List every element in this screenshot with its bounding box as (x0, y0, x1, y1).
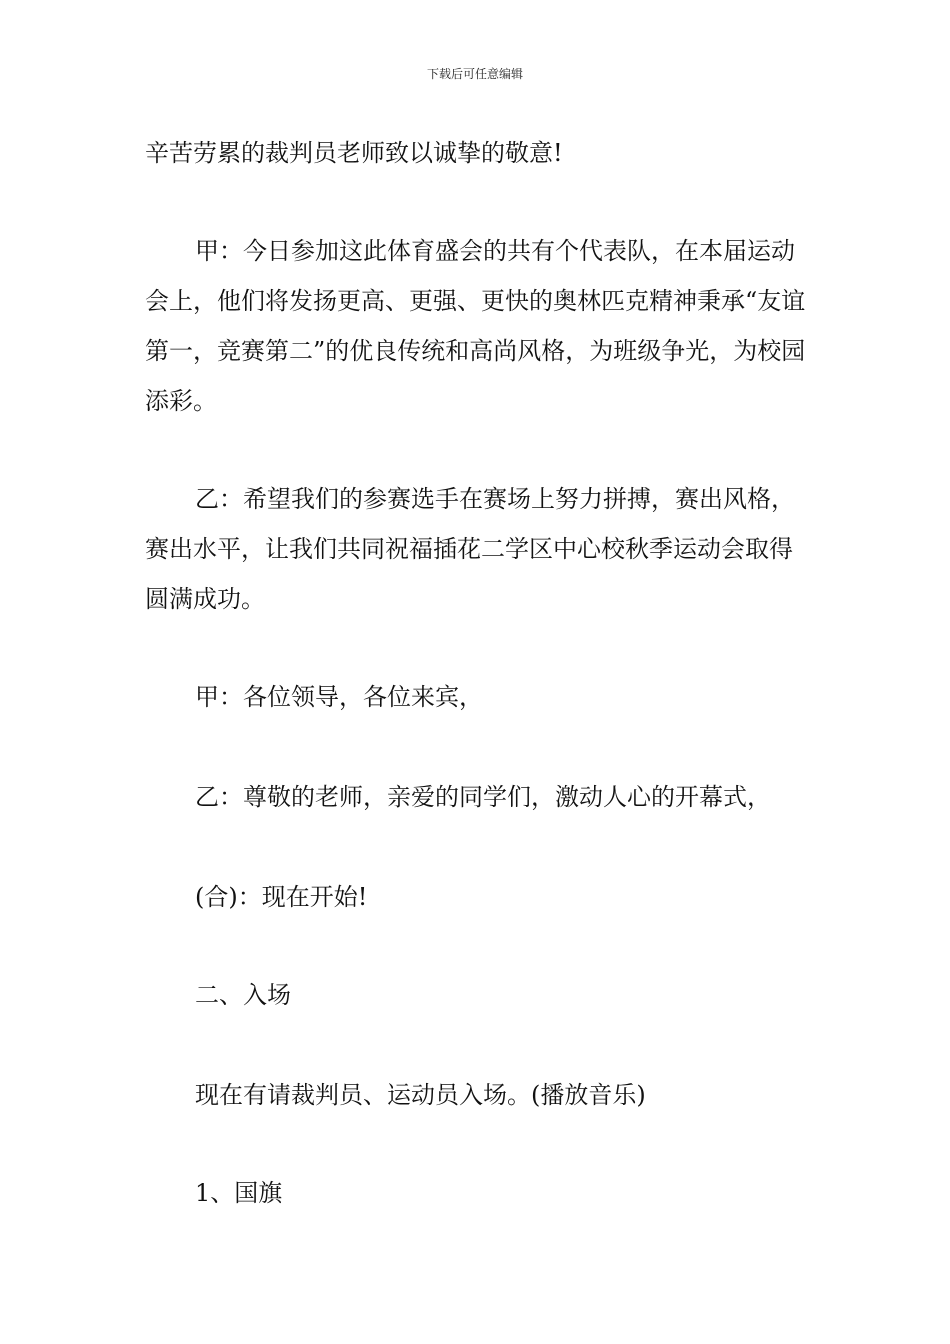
paragraph-entrance-invite: 现在有请裁判员、运动员入场。(播放音乐) (195, 1081, 646, 1109)
page-header: 下载后可任意编辑 (426, 67, 523, 81)
paragraph-closing-respect: 辛苦劳累的裁判员老师致以诚挚的敬意! (145, 139, 563, 167)
list-item-national-flag: 1、国旗 (195, 1179, 283, 1207)
paragraph-yi-wishes: 乙：希望我们的参赛选手在赛场上努力拼搏，赛出风格，赛出水平，让我们共同祝福插花二学区中心校秋季运动会取得圆满成功。 (145, 485, 795, 613)
section-heading-entrance: 二、入场 (195, 981, 291, 1009)
paragraph-jia-intro: 甲：今日参加这此体育盛会的共有个代表队，在本届运动会上，他们将发扬更高、更强、更快的奥林匹克精神秉承“友谊第一，竞赛第二”的优良传统和高尚风格，为班级争光，为校园添彩。 (145, 237, 806, 415)
paragraph-jia-greeting: 甲：各位领导，各位来宾， (195, 683, 483, 711)
paragraph-together-start: (合)：现在开始! (195, 883, 368, 911)
paragraph-yi-greeting: 乙：尊敬的老师，亲爱的同学们，激动人心的开幕式， (195, 783, 771, 811)
